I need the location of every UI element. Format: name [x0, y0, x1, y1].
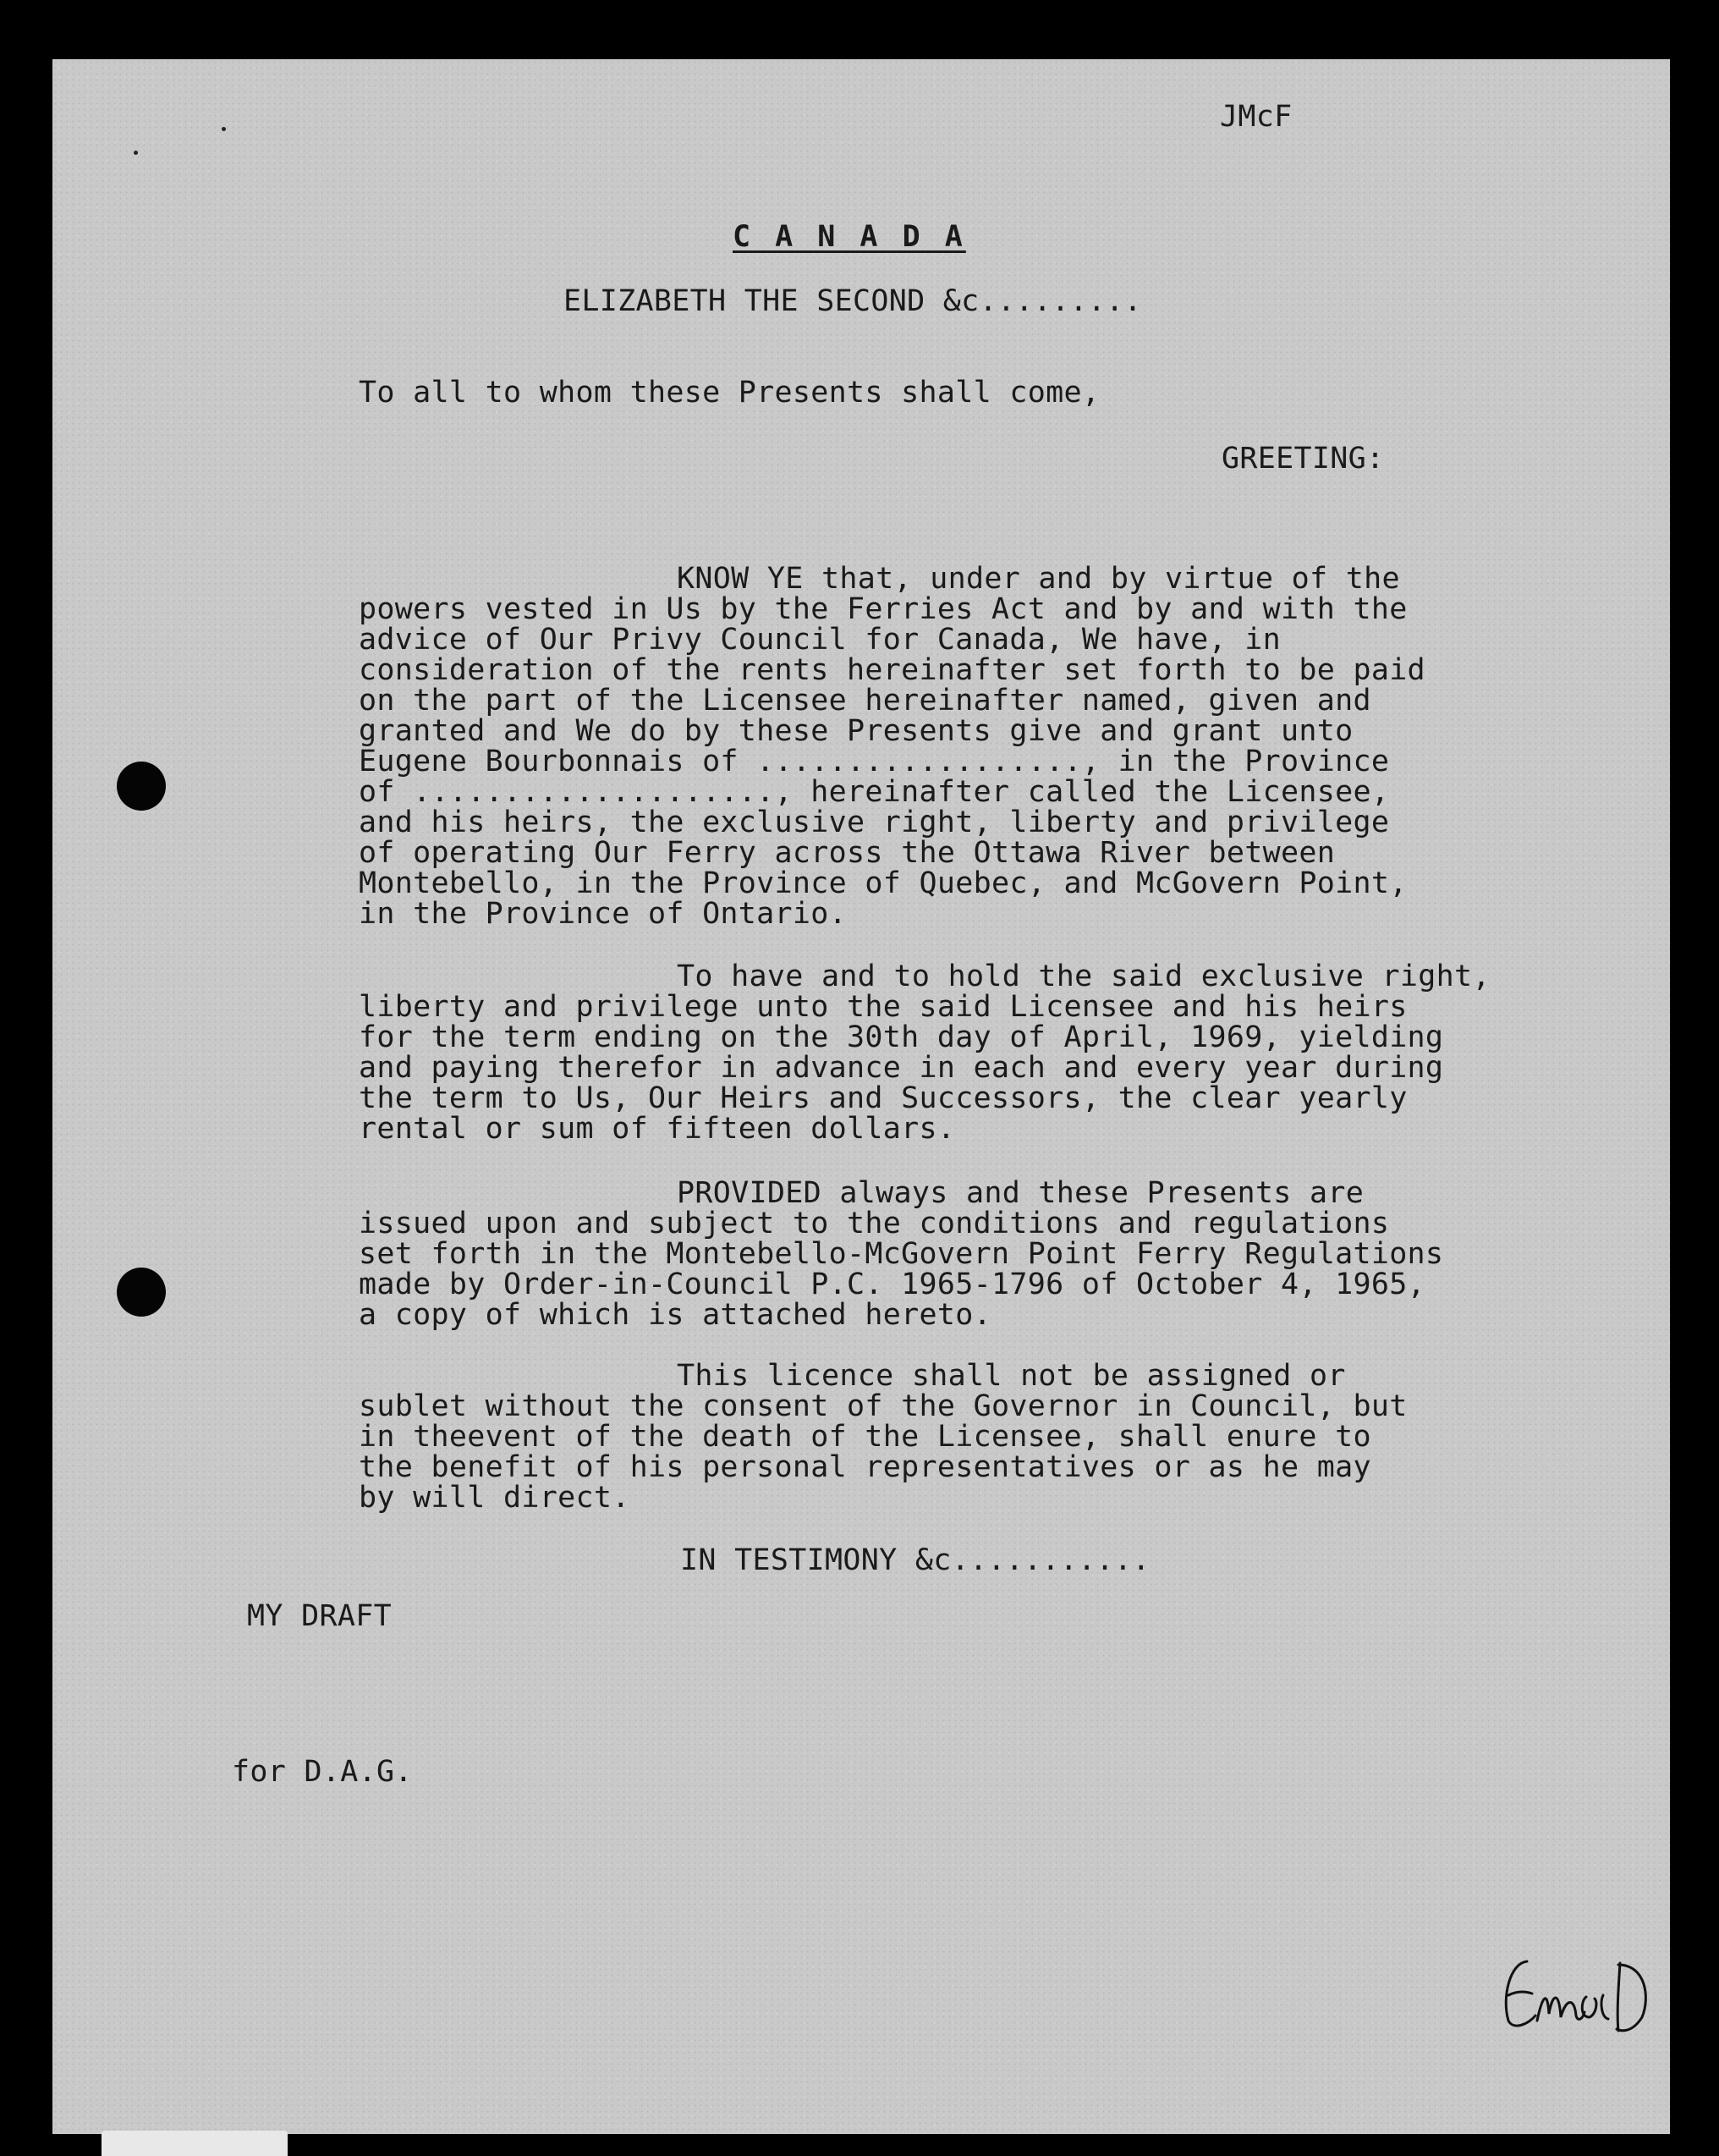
- for-dag-note: for D.A.G.: [232, 1755, 413, 1789]
- sovereign-line: ELIZABETH THE SECOND &c.........: [563, 284, 1142, 318]
- scan-speck: [222, 127, 226, 131]
- handwritten-signature: [1476, 1946, 1662, 2039]
- paragraph-to-have-and-to-hold: To have and to hold the said exclusive right, liberty and privilege unto the said Licensee and his heirs for the term ending on the 30th day of April, 1969, yielding and paying therefor in advance in each and every year during the term to Us, Our Heirs and Successors, the clear yearly rental or sum of fifteen dollars.: [359, 960, 1491, 1146]
- address-line: To all to whom these Presents shall come,: [359, 376, 1101, 410]
- scan-speck: [134, 151, 138, 155]
- paragraph-know-ye: KNOW YE that, under and by virtue of the powers vested in Us by the Ferries Act and by and with the advice of Our Privy Council for Canada, We have, in consideration of the rents hereinafter set forth to be paid on the part of the Licensee hereinafter named, given and granted and We do by these Presents give and grant unto Eugene Bourbonnais of .................., in the Province of ...................., hereinafter called the Licensee, and his heirs, the exclusive right, liberty and privilege of operating Our Ferry across the Ottawa River between Montebello, in the Province of Quebec, and McGovern Point, in the Province of Ontario.: [359, 562, 1425, 931]
- punch-hole-upper: [117, 762, 166, 811]
- punch-hole-lower: [117, 1268, 166, 1317]
- document-title: C A N A D A: [733, 220, 966, 254]
- paragraph-assignment: This licence shall not be assigned or sublet without the consent of the Governor in Council, but in theevent of the death of the Licensee, shall enure to the benefit of his personal representatives or as he may by will direct.: [359, 1359, 1408, 1515]
- initials: JMcF: [1220, 100, 1293, 134]
- paragraph-provided: PROVIDED always and these Presents are issued upon and subject to the conditions and regulations set forth in the Montebello-McGovern Point Ferry Regulations made by Order-in-Council P.C. 1965-1796 of October 4, 1965, a copy of which is attached hereto.: [359, 1176, 1444, 1332]
- greeting: GREETING:: [1222, 442, 1385, 476]
- testimony-line: IN TESTIMONY &c...........: [680, 1543, 1151, 1577]
- draft-note: MY DRAFT: [247, 1599, 392, 1633]
